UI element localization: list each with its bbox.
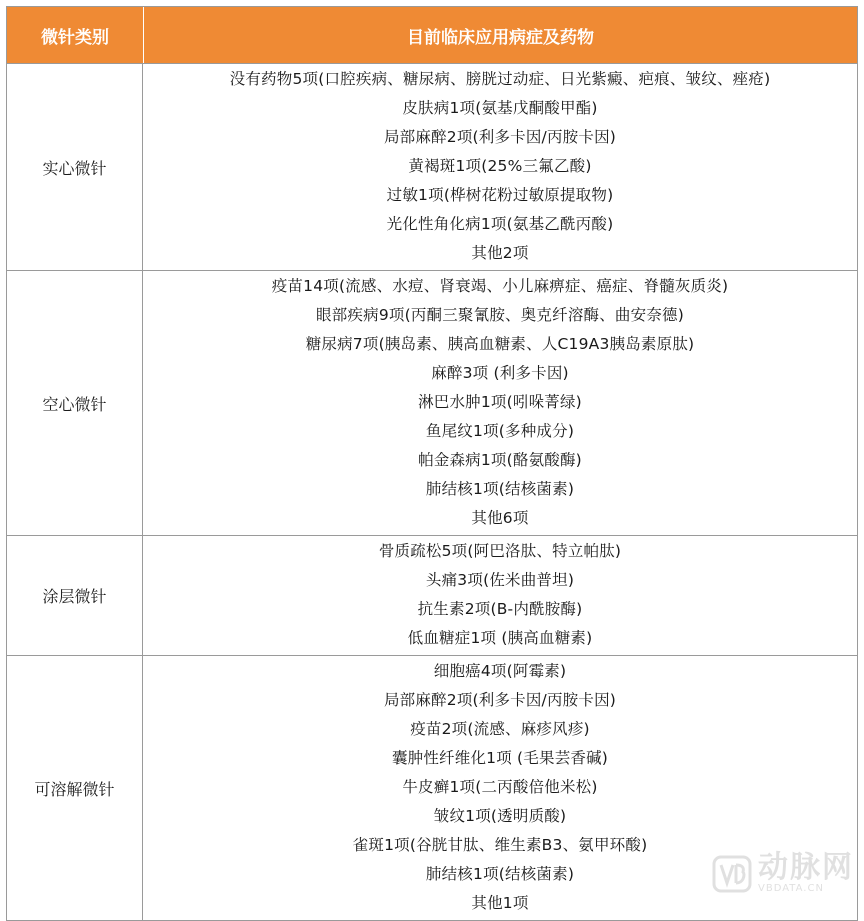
- application-item: 疫苗14项(流感、水痘、肾衰竭、小儿麻痹症、癌症、脊髓灰质炎): [271, 277, 729, 295]
- application-item: 黄褐斑1项(25%三氟乙酸): [408, 157, 592, 175]
- applications-cell: [143, 271, 857, 535]
- application-item: 糖尿病7项(胰岛素、胰高血糖素、人C19A3胰岛素原肽): [305, 335, 695, 353]
- application-item: 其他6项: [471, 509, 529, 527]
- application-item: 眼部疾病9项(丙酮三聚氰胺、奥克纤溶酶、曲安奈德): [316, 306, 684, 324]
- application-item: 头痛3项(佐米曲普坦): [425, 571, 575, 589]
- application-item: 没有药物5项(口腔疾病、糖尿病、膀胱过动症、日光紫癜、疤痕、皱纹、痤疮): [229, 70, 771, 88]
- application-item: 局部麻醉2项(利多卡因/丙胺卡因): [383, 691, 617, 709]
- application-item: 骨质疏松5项(阿巴洛肽、特立帕肽): [378, 542, 622, 560]
- microneedle-type-cell: 实心微针: [7, 64, 143, 270]
- application-item: 雀斑1项(谷胱甘肽、维生素B3、氨甲环酸): [352, 836, 648, 854]
- microneedle-table: [6, 6, 858, 921]
- applications-cell: [143, 656, 857, 920]
- header-applications: 目前临床应用病症及药物: [407, 27, 594, 48]
- application-item: 肺结核1项(结核菌素): [425, 480, 575, 498]
- table-row: [7, 656, 857, 920]
- microneedle-type-cell: 涂层微针: [7, 536, 143, 655]
- application-item: 其他2项: [471, 244, 529, 262]
- watermark-name: 动脉网: [758, 850, 854, 885]
- application-item: 细胞癌4项(阿霉素): [433, 662, 567, 680]
- application-item: 过敏1项(桦树花粉过敏原提取物): [386, 186, 614, 204]
- application-item: 抗生素2项(B-内酰胺酶): [417, 600, 583, 618]
- application-item: 鱼尾纹1项(多种成分): [425, 422, 575, 440]
- application-item: 囊肿性纤维化1项 (毛果芸香碱): [391, 749, 609, 767]
- table-header: [7, 7, 857, 64]
- application-item: 疫苗2项(流感、麻疹风疹): [410, 720, 590, 738]
- application-item: 皮肤病1项(氨基戊酮酸甲酯): [402, 99, 598, 117]
- application-item: 低血糖症1项 (胰高血糖素): [407, 629, 593, 647]
- application-item: 其他1项: [471, 894, 529, 912]
- application-item: 局部麻醉2项(利多卡因/丙胺卡因): [383, 128, 617, 146]
- header-microneedle-type: 微针类别: [7, 7, 144, 63]
- microneedle-type-cell: 可溶解微针: [7, 656, 143, 920]
- application-item: 帕金森病1项(酪氨酸酶): [418, 451, 582, 469]
- table-row: [7, 271, 857, 536]
- application-item: 肺结核1项(结核菌素): [425, 865, 575, 883]
- application-item: 光化性角化病1项(氨基乙酰丙酸): [386, 215, 614, 233]
- watermark-url: VBDATA.CN: [758, 883, 824, 894]
- application-item: 淋巴水肿1项(吲哚菁绿): [418, 393, 582, 411]
- table-body: [7, 64, 857, 920]
- applications-cell: [143, 64, 857, 270]
- applications-cell: [143, 536, 857, 655]
- table-row: [7, 536, 857, 656]
- microneedle-type-cell: 空心微针: [7, 271, 143, 535]
- application-item: 牛皮癣1项(二丙酸倍他米松): [402, 778, 598, 796]
- table-row: [7, 64, 857, 271]
- application-item: 麻醉3项 (利多卡因): [431, 364, 569, 382]
- application-item: 皱纹1项(透明质酸): [433, 807, 567, 825]
